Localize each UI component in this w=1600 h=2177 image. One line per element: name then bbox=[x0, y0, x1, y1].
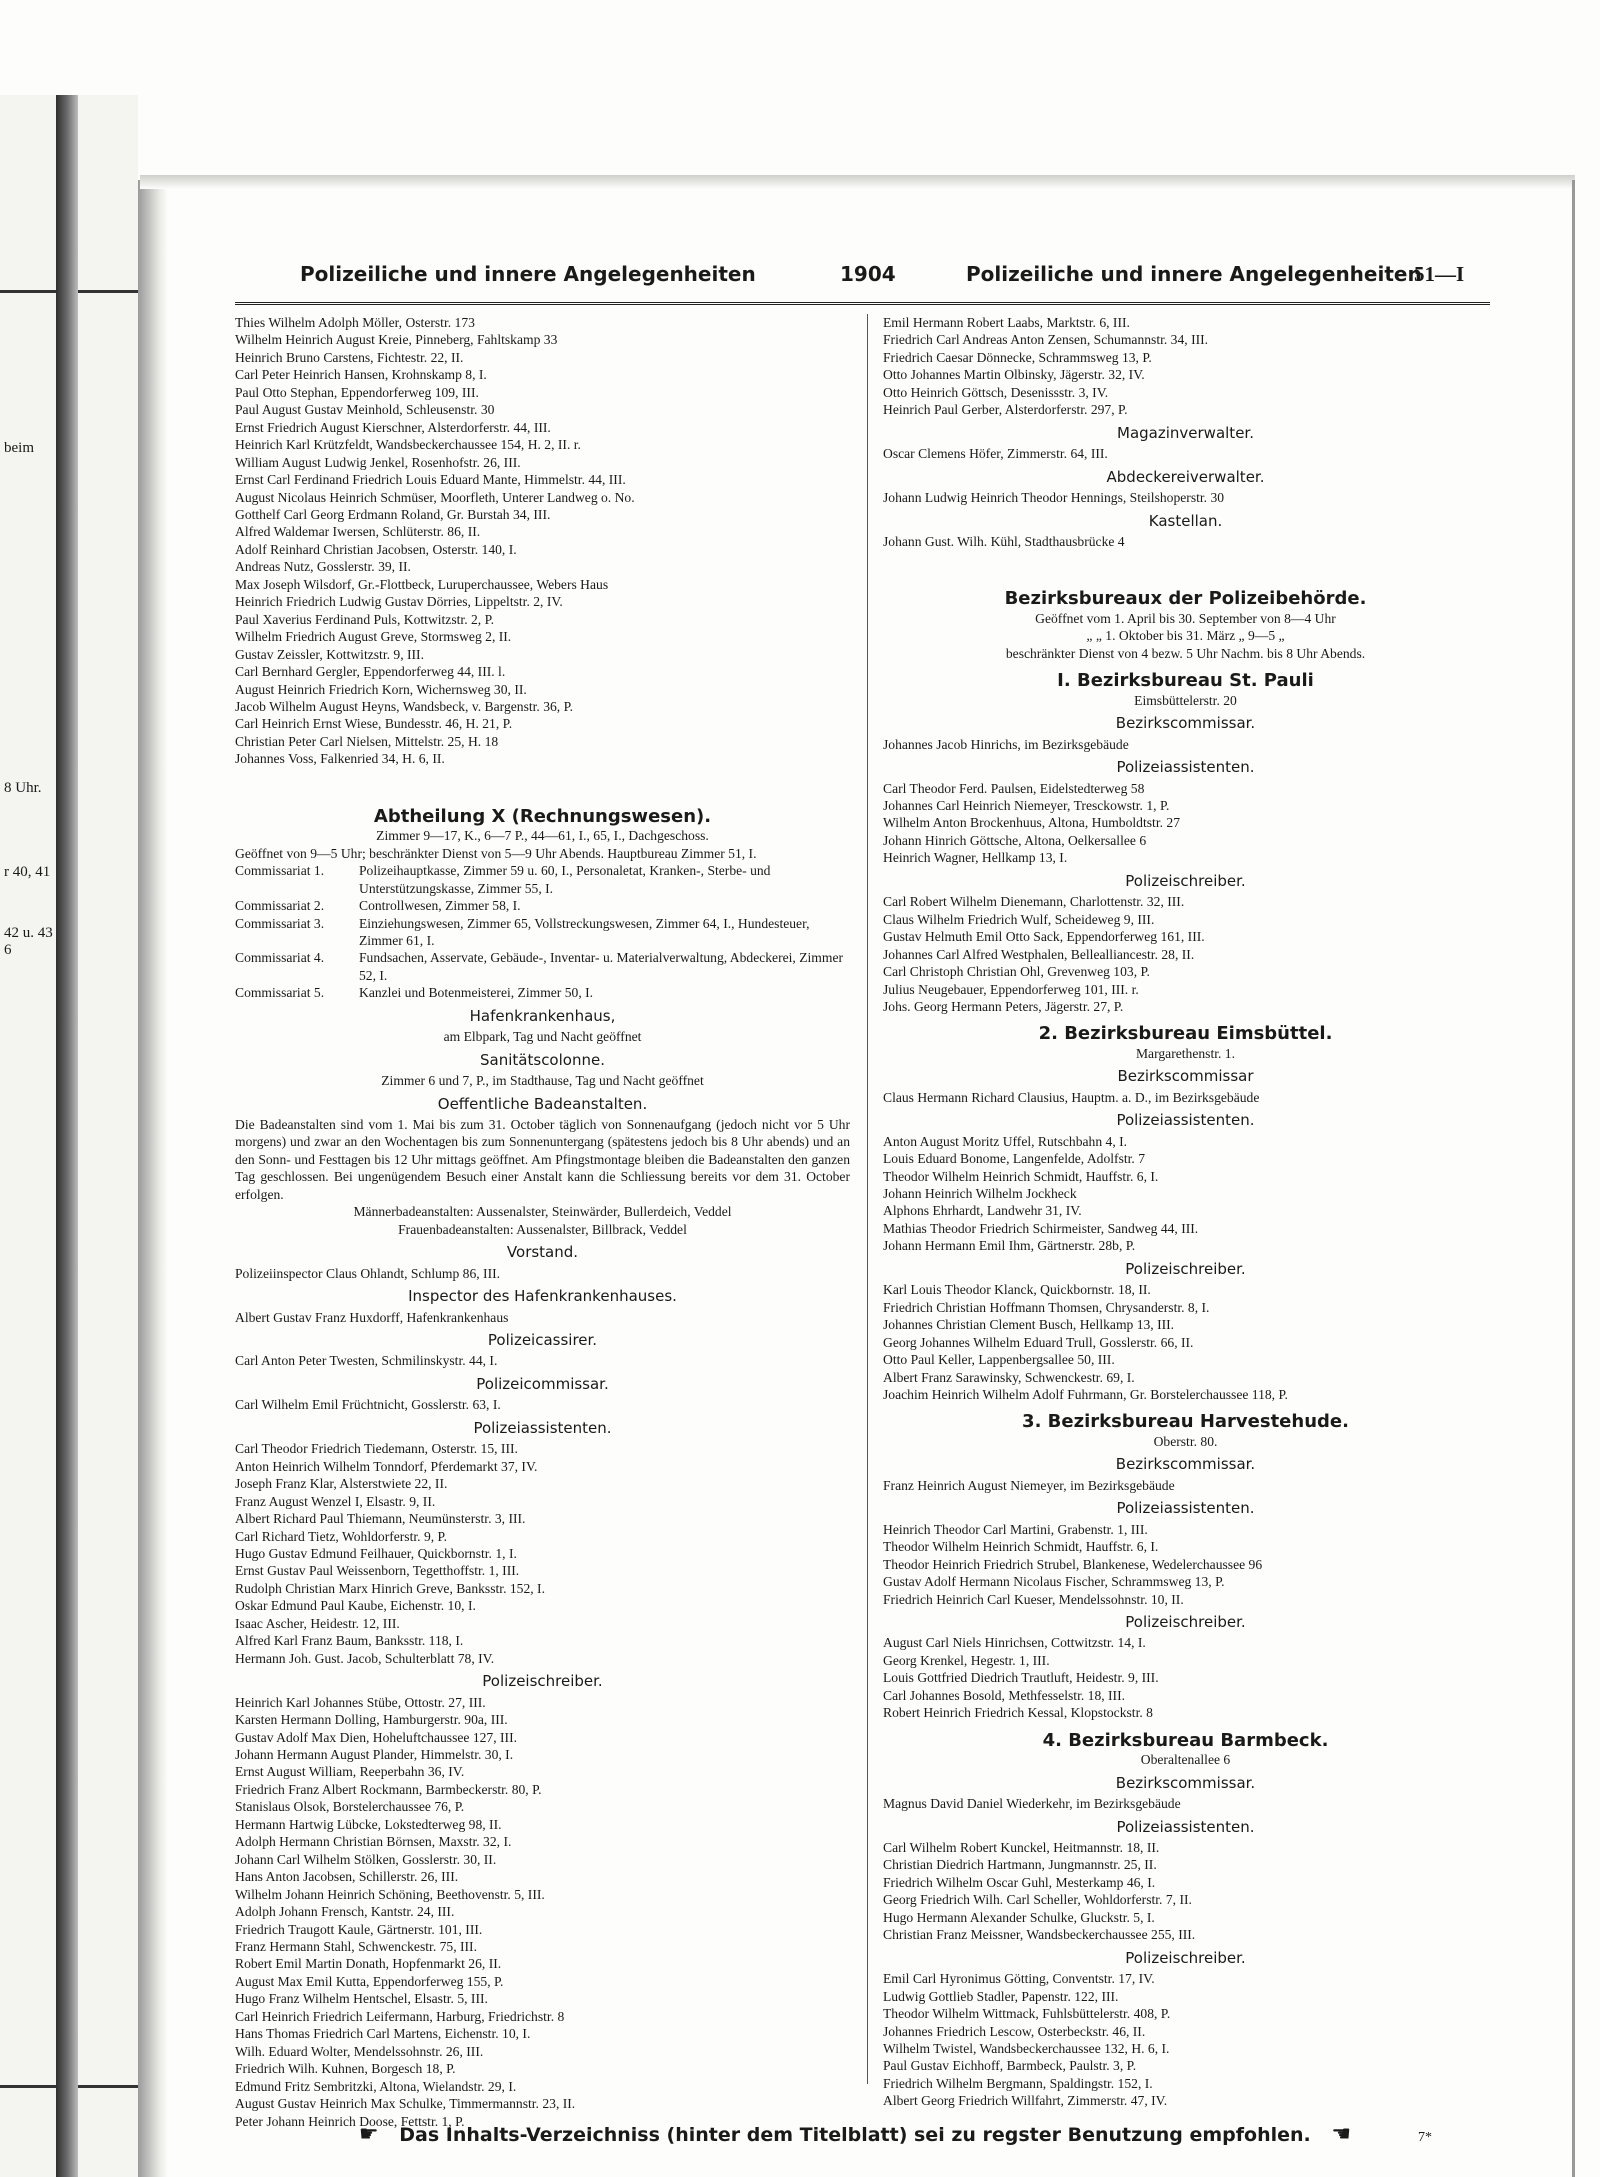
directory-entry: Johannes Voss, Falkenried 34, H. 6, II. bbox=[235, 751, 445, 767]
directory-entry: Peter Johann Heinrich Doose, Fettstr. 1, P. bbox=[235, 2113, 465, 2129]
subsection-heading: Polizeiassistenten. bbox=[473, 1418, 612, 1437]
directory-entry: Carl Theodor Friedrich Tiedemann, Osterstr. 15, III. bbox=[235, 1441, 518, 1457]
directory-entry: Paul Gustav Eichhoff, Barmbeck, Paulstr. 3, P. bbox=[883, 2058, 1137, 2074]
subsection-heading: Polizeicommissar. bbox=[476, 1374, 609, 1393]
directory-entry: Anton August Moritz Uffel, Rutschbahn 4, I. bbox=[883, 1133, 1128, 1149]
page-right-edge bbox=[1572, 180, 1575, 2177]
directory-entry: Georg Johannes Wilhelm Eduard Trull, Gosslerstr. 66, II. bbox=[883, 1334, 1194, 1350]
directory-entry: Georg Krenkel, Hegestr. 1, III. bbox=[883, 1652, 1050, 1668]
directory-entry: Carl Wilhelm Robert Kunckel, Heitmannstr. 18, II. bbox=[883, 1839, 1160, 1855]
directory-entry: Carl Richard Tietz, Wohldorferstr. 9, P. bbox=[235, 1528, 447, 1544]
directory-entry: Hans Thomas Friedrich Carl Martens, Eichenstr. 10, I. bbox=[235, 2026, 531, 2042]
directory-entry: Jacob Wilhelm August Heyns, Wandsbeck, v. Bargenstr. 36, P. bbox=[235, 698, 574, 714]
directory-entry: Magnus David Daniel Wiederkehr, im Bezirksgebäude bbox=[883, 1796, 1181, 1812]
directory-entry: Stanislaus Olsok, Borstelerchaussee 76, P. bbox=[235, 1799, 465, 1815]
subsection-heading: Polizeischreiber. bbox=[1125, 1613, 1246, 1631]
directory-entry: Claus Hermann Richard Clausius, Hauptm. a. D., im Bezirksgebäude bbox=[883, 1089, 1260, 1105]
centered-note: „ „ 1. Oktober bis 31. März „ 9—5 „ bbox=[1086, 628, 1285, 644]
directory-entry: Rudolph Christian Marx Hinrich Greve, Banksstr. 152, I. bbox=[235, 1580, 545, 1596]
directory-entry: Franz Hermann Stahl, Schwenckestr. 75, III. bbox=[235, 1938, 477, 1954]
directory-entry: Carl Wilhelm Emil Früchtnicht, Gosslerstr. 63, I. bbox=[235, 1397, 501, 1413]
subsection-heading: Polizeiassistenten. bbox=[1116, 758, 1255, 777]
directory-entry: Carl Heinrich Ernst Wiese, Bundesstr. 46, H. 21, P. bbox=[235, 716, 513, 732]
subsection-heading: Oeffentliche Badeanstalten. bbox=[437, 1094, 648, 1113]
bath-notice-paragraph: Die Badeanstalten sind vom 1. Mai bis zum 31. October täglich von Sonnenaufgang (jedoch nicht vor 5 Uhr morgens) und zwar an den Wochentagen bis zum Sonnenuntergang (spätestens jedoch bis 8 Uhr abends) und an den Sonn- und Festtagen bis 12 Uhr mittags geöffnet. Am Pfingstmontage bleiben die Badeanstalten den ganzen Tag geschlossen. Bei ungenügendem Besuch einer Anstalt kann die Schliessung bereits vor dem 31. October erfolgen. bbox=[235, 1117, 850, 1202]
directory-entry: Gustav Helmuth Emil Otto Sack, Eppendorferweg 161, III. bbox=[883, 929, 1205, 945]
subsection-heading: Polizeicassirer. bbox=[487, 1331, 598, 1350]
directory-entry: Carl Peter Heinrich Hansen, Krohnskamp 8, I. bbox=[235, 367, 487, 383]
page-number: 51—I bbox=[1414, 262, 1465, 286]
header-rule bbox=[235, 302, 1490, 305]
directory-entry: Ernst August William, Reeperbahn 36, IV. bbox=[235, 1764, 465, 1780]
directory-entry: Alphons Ehrhardt, Landwehr 31, IV. bbox=[883, 1203, 1082, 1219]
commissariat-row bbox=[235, 897, 850, 914]
directory-entry: Johann Hinrich Göttsche, Altona, Oelkersallee 6 bbox=[883, 832, 1147, 848]
section-heading: 2. Bezirksbureau Eimsbüttel. bbox=[1038, 1023, 1333, 1045]
directory-entry: Friedrich Wilhelm Bergmann, Spaldingstr. 152, I. bbox=[883, 2075, 1153, 2091]
directory-entry: Friedrich Heinrich Carl Kueser, Mendelssohnstr. 10, II. bbox=[883, 1591, 1184, 1607]
commissariat-text: Kanzlei und Botenmeisterei, Zimmer 50, I. bbox=[359, 985, 594, 1001]
directory-entry: Theodor Wilhelm Heinrich Schmidt, Hauffstr. 6, I. bbox=[883, 1539, 1159, 1555]
directory-entry: Johann Gust. Wilh. Kühl, Stadthausbrücke 4 bbox=[883, 533, 1125, 549]
directory-entry: Wilhelm Twistel, Wandsbeckerchaussee 132, H. 6, I. bbox=[883, 2040, 1170, 2056]
commissariat-text: Einziehungswesen, Zimmer 65, Vollstreckungswesen, Zimmer 64, I., Hundesteuer, Zimmer 61, I. bbox=[359, 915, 810, 948]
directory-entry: Wilhelm Johann Heinrich Schöning, Beethovenstr. 5, III. bbox=[235, 1886, 545, 1902]
commissariat-row bbox=[235, 915, 850, 950]
book-gutter-shadow bbox=[138, 180, 168, 2177]
subsection-heading: Vorstand. bbox=[506, 1243, 579, 1262]
directory-entry: Friedrich Christian Hoffmann Thomsen, Chrysanderstr. 8, I. bbox=[883, 1299, 1210, 1315]
previous-page-text: 6 bbox=[4, 942, 12, 958]
directory-entry: Christian Peter Carl Nielsen, Mittelstr. 25, H. 18 bbox=[235, 733, 499, 749]
subsection-heading: Bezirkscommissar. bbox=[1115, 714, 1256, 733]
directory-entry: Anton Heinrich Wilhelm Tonndorf, Pferdemarkt 37, IV. bbox=[235, 1458, 538, 1474]
commissariat-row bbox=[235, 862, 850, 897]
subsection-heading: Polizeischreiber. bbox=[1125, 871, 1246, 890]
page-top-shadow bbox=[140, 175, 1575, 189]
directory-entry: Heinrich Paul Gerber, Alsterdorferstr. 297, P. bbox=[883, 402, 1128, 418]
previous-page-text: 8 Uhr. bbox=[4, 780, 42, 796]
directory-entry: Alfred Karl Franz Baum, Banksstr. 118, I. bbox=[235, 1633, 464, 1649]
previous-page-text: beim bbox=[4, 440, 34, 456]
directory-entry: Friedrich Carl Andreas Anton Zensen, Schumannstr. 34, III. bbox=[883, 332, 1209, 348]
directory-entry: Heinrich Karl Johannes Stübe, Ottostr. 27, III. bbox=[235, 1694, 486, 1710]
directory-entry: Louis Gottfried Diedrich Trautluft, Heidestr. 9, III. bbox=[883, 1670, 1159, 1686]
directory-entry: Polizeiinspector Claus Ohlandt, Schlump 86, III. bbox=[235, 1265, 501, 1281]
directory-entry: Paul Otto Stephan, Eppendorferweg 109, III. bbox=[235, 384, 479, 400]
directory-entry: Julius Neugebauer, Eppendorferweg 101, III. r. bbox=[883, 981, 1139, 997]
directory-entry: Wilhelm Friedrich August Greve, Stormsweg 2, II. bbox=[235, 629, 512, 645]
centered-note: Zimmer 9—17, K., 6—7 P., 44—61, I., 65, I., Dachgeschoss. bbox=[376, 828, 709, 844]
directory-entry: August Heinrich Friedrich Korn, Wichernsweg 30, II. bbox=[235, 681, 527, 697]
header-right-title: Polizeiliche und innere Angelegenheiten bbox=[966, 262, 1422, 286]
subsection-heading: Polizeischreiber. bbox=[1125, 1259, 1246, 1278]
centered-note: Geöffnet vom 1. April bis 30. September von 8—4 Uhr bbox=[1035, 610, 1336, 626]
directory-entry: Otto Heinrich Göttsch, Desenissstr. 3, IV. bbox=[883, 384, 1109, 400]
directory-entry: August Carl Niels Hinrichsen, Cottwitzstr. 14, I. bbox=[883, 1635, 1146, 1651]
directory-entry: Franz August Wenzel I, Elsastr. 9, II. bbox=[235, 1493, 436, 1509]
directory-entry: Ernst Gustav Paul Weissenborn, Tegetthoffstr. 1, III. bbox=[235, 1563, 520, 1579]
directory-entry: Karl Louis Theodor Klanck, Quickbornstr. 18, II. bbox=[883, 1282, 1151, 1298]
directory-entry: Claus Wilhelm Friedrich Wulf, Scheideweg 9, III. bbox=[883, 911, 1155, 927]
directory-entry: Otto Johannes Martin Olbinsky, Jägerstr. 32, IV. bbox=[883, 367, 1145, 383]
footer-notice bbox=[330, 2122, 1380, 2147]
subsection-heading: Polizeiassistenten. bbox=[1116, 1499, 1255, 1518]
directory-entry: Wilh. Eduard Wolter, Mendelssohnstr. 26, III. bbox=[235, 2043, 484, 2059]
commissariat-text: Controllwesen, Zimmer 58, I. bbox=[359, 898, 521, 914]
subsection-heading: Abdeckereiverwalter. bbox=[1106, 467, 1265, 486]
directory-entry: William August Ludwig Jenkel, Rosenhofstr. 26, III. bbox=[235, 454, 521, 470]
directory-entry: Johann Heinrich Wilhelm Jockheck bbox=[883, 1186, 1077, 1202]
subsection-heading: Sanitätscolonne. bbox=[480, 1050, 605, 1069]
directory-entry: Louis Eduard Bonome, Langenfelde, Adolfstr. 7 bbox=[883, 1151, 1146, 1167]
directory-entry: Hugo Gustav Edmund Feilhauer, Quickbornstr. 1, I. bbox=[235, 1546, 517, 1561]
directory-entry: Johs. Georg Hermann Peters, Jägerstr. 27, P. bbox=[883, 998, 1124, 1014]
directory-entry: Friedrich Wilh. Kuhnen, Borgesch 18, P. bbox=[235, 2061, 456, 2077]
directory-entry: Ludwig Gottlieb Stadler, Papenstr. 122, III. bbox=[883, 1988, 1119, 2004]
directory-entry: Gotthelf Carl Georg Erdmann Roland, Gr. Burstah 34, III. bbox=[235, 506, 551, 522]
directory-entry: Paul August Gustav Meinhold, Schleusenstr. 30 bbox=[235, 402, 495, 418]
commissariat-text: Fundsachen, Asservate, Gebäude-, Inventar- u. Materialverwaltung, Abdeckerei, Zimmer 52, I. bbox=[359, 950, 844, 983]
directory-entry: Friedrich Wilhelm Oscar Guhl, Mesterkamp 46, I. bbox=[883, 1874, 1156, 1890]
subsection-heading: Polizeischreiber. bbox=[1125, 1948, 1246, 1967]
directory-entry: Andreas Nutz, Gosslerstr. 39, II. bbox=[235, 559, 411, 575]
directory-entry: Carl Theodor Ferd. Paulsen, Eidelstedterweg 58 bbox=[883, 780, 1145, 796]
directory-entry: Heinrich Friedrich Ludwig Gustav Dörries, Lippeltstr. 2, IV. bbox=[235, 594, 563, 610]
commissariat-label: Commissariat 2. bbox=[235, 898, 325, 914]
directory-entry: Otto Paul Keller, Lappenbergsallee 50, III. bbox=[883, 1352, 1115, 1368]
directory-entry: Johannes Christian Clement Busch, Hellkamp 13, III. bbox=[883, 1317, 1175, 1333]
directory-entry: August Max Emil Kutta, Eppendorferweg 155, P. bbox=[235, 1973, 504, 1989]
centered-note: Margarethenstr. 1. bbox=[1135, 1045, 1236, 1061]
subsection-heading: Kastellan. bbox=[1148, 511, 1223, 530]
directory-entry: Theodor Heinrich Friedrich Strubel, Blankenese, Wedelerchaussee 96 bbox=[883, 1556, 1263, 1572]
column-divider bbox=[867, 314, 868, 2084]
directory-entry: Joseph Franz Klar, Alsterstwiete 22, II. bbox=[235, 1476, 448, 1492]
directory-entry: Oscar Clemens Höfer, Zimmerstr. 64, III. bbox=[883, 446, 1108, 462]
centered-note: Zimmer 6 und 7, P., im Stadthause, Tag und Nacht geöffnet bbox=[381, 1073, 704, 1089]
centered-note: beschränkter Dienst von 4 bezw. 5 Uhr Nachm. bis 8 Uhr Abends. bbox=[1005, 645, 1366, 661]
directory-entry: Theodor Wilhelm Wittmack, Fuhlsbüttelerstr. 408, P. bbox=[883, 2006, 1171, 2022]
directory-entry: Albert Franz Sarawinsky, Schwenckestr. 69, I. bbox=[883, 1369, 1135, 1385]
directory-entry: Max Joseph Wilsdorf, Gr.-Flottbeck, Luruperchaussee, Webers Haus bbox=[235, 576, 609, 592]
header-left-title: Polizeiliche und innere Angelegenheiten bbox=[300, 262, 756, 286]
centered-note: Oberaltenallee 6 bbox=[1140, 1752, 1231, 1768]
section-heading: Bezirksbureaux der Polizeibehörde. bbox=[1004, 588, 1367, 610]
directory-entry: Oskar Edmund Paul Kaube, Eichenstr. 10, I. bbox=[235, 1598, 476, 1614]
opening-hours-note: Geöffnet von 9—5 Uhr; beschränkter Dienst von 5—9 Uhr Abends. Hauptbureau Zimmer 51, I. bbox=[235, 845, 757, 861]
directory-entry: August Nicolaus Heinrich Schmüser, Moorfleth, Unterer Landweg o. No. bbox=[235, 489, 635, 505]
directory-entry: Adolph Johann Frensch, Kantstr. 24, III. bbox=[235, 1904, 455, 1920]
directory-entry: Carl Heinrich Friedrich Leifermann, Harburg, Friedrichstr. 8 bbox=[235, 2008, 565, 2024]
directory-entry: Theodor Wilhelm Heinrich Schmidt, Hauffstr. 6, I. bbox=[883, 1168, 1159, 1184]
directory-entry: Johannes Carl Alfred Westphalen, Bellealliancestr. 28, II. bbox=[883, 946, 1195, 962]
subsection-heading: Polizeischreiber. bbox=[482, 1672, 603, 1691]
pointing-hand-right-icon: ☛ bbox=[358, 2122, 379, 2147]
header-year: 1904 bbox=[840, 262, 896, 286]
directory-entry: Heinrich Wagner, Hellkamp 13, I. bbox=[883, 850, 1068, 866]
directory-entry: Johannes Jacob Hinrichs, im Bezirksgebäude bbox=[883, 736, 1129, 752]
directory-entry: Adolf Reinhard Christian Jacobsen, Osterstr. 140, I. bbox=[235, 541, 517, 557]
directory-entry: Carl Christoph Christian Ohl, Grevenweg 103, P. bbox=[883, 964, 1150, 980]
directory-entry: Emil Carl Hyronimus Götting, Conventstr. 17, IV. bbox=[883, 1971, 1155, 1987]
commissariat-label: Commissariat 5. bbox=[235, 985, 325, 1001]
directory-entry: Franz Heinrich August Niemeyer, im Bezirksgebäude bbox=[883, 1477, 1175, 1493]
left-column bbox=[235, 314, 850, 2130]
directory-entry: Friedrich Traugott Kaule, Gärtnerstr. 101, III. bbox=[235, 1921, 483, 1937]
directory-entry: Heinrich Bruno Carstens, Fichtestr. 22, II. bbox=[235, 349, 464, 365]
previous-page-text: 42 u. 43 bbox=[4, 925, 53, 941]
directory-entry: Friedrich Caesar Dönnecke, Schrammsweg 13, P. bbox=[883, 349, 1152, 365]
directory-entry: Joachim Heinrich Wilhelm Adolf Fuhrmann, Gr. Borstelerchaussee 118, P. bbox=[883, 1387, 1288, 1403]
directory-entry: Johann Hermann Emil Ihm, Gärtnerstr. 28b, P. bbox=[883, 1238, 1136, 1254]
subsection-heading: Bezirkscommissar bbox=[1117, 1067, 1254, 1086]
centered-note: am Elbpark, Tag und Nacht geöffnet bbox=[443, 1029, 642, 1045]
directory-entry: Mathias Theodor Friedrich Schirmeister, Sandweg 44, III. bbox=[883, 1220, 1199, 1236]
subsection-heading: Polizeiassistenten. bbox=[1116, 1817, 1255, 1836]
directory-entry: Ernst Friedrich August Kierschner, Alsterdorferstr. 44, III. bbox=[235, 419, 551, 435]
directory-entry: Albert Georg Friedrich Willfahrt, Zimmerstr. 47, IV. bbox=[883, 2093, 1168, 2109]
directory-entry: Christian Diedrich Hartmann, Jungmannstr. 25, II. bbox=[883, 1857, 1157, 1873]
directory-entry: Emil Hermann Robert Laabs, Marktstr. 6, III. bbox=[883, 315, 1130, 330]
commissariat-row bbox=[235, 984, 850, 1001]
directory-entry: Johann Hermann August Plander, Himmelstr. 30, I. bbox=[235, 1746, 514, 1762]
directory-entry: Karsten Hermann Dolling, Hamburgerstr. 90a, III. bbox=[235, 1712, 508, 1728]
printer-signature: 7* bbox=[1418, 2130, 1432, 2145]
section-heading: I. Bezirksbureau St. Pauli bbox=[1057, 670, 1314, 692]
running-header bbox=[300, 262, 1485, 296]
commissariat-label: Commissariat 3. bbox=[235, 915, 325, 931]
directory-entry: Wilhelm Heinrich August Kreie, Pinneberg, Fahltskamp 33 bbox=[235, 332, 558, 348]
directory-entry: Albert Richard Paul Thiemann, Neumünsterstr. 3, III. bbox=[235, 1511, 526, 1527]
subsection-heading: Bezirkscommissar. bbox=[1115, 1773, 1256, 1792]
subsection-heading: Polizeiassistenten. bbox=[1116, 1111, 1255, 1130]
subsection-heading: Bezirkscommissar. bbox=[1115, 1455, 1256, 1474]
centered-note: Oberstr. 80. bbox=[1153, 1433, 1218, 1449]
directory-entry: Friedrich Franz Albert Rockmann, Barmbeckerstr. 80, P. bbox=[235, 1781, 542, 1797]
directory-entry: Carl Johannes Bosold, Methfesselstr. 18, III. bbox=[883, 1687, 1126, 1703]
directory-entry: Carl Anton Peter Twesten, Schmilinskystr. 44, I. bbox=[235, 1353, 498, 1369]
directory-entry: Alfred Waldemar Iwersen, Schlüterstr. 86, II. bbox=[235, 524, 481, 540]
directory-entry: Johannes Friedrich Lescow, Osterbeckstr. 46, II. bbox=[883, 2023, 1146, 2039]
subsection-heading: Hafenkrankenhaus, bbox=[469, 1006, 616, 1025]
centered-note: Männerbadeanstalten: Aussenalster, Steinwärder, Bullerdeich, Veddel bbox=[353, 1204, 732, 1220]
centered-note: Eimsbüttelerstr. 20 bbox=[1134, 692, 1237, 708]
directory-entry: Robert Emil Martin Donath, Hopfenmarkt 26, II. bbox=[235, 1956, 502, 1972]
pointing-hand-left-icon: ☚ bbox=[1331, 2122, 1352, 2147]
book-edge bbox=[56, 95, 78, 2177]
centered-note: Frauenbadeanstalten: Aussenalster, Billbrack, Veddel bbox=[398, 1221, 687, 1237]
directory-entry: Johann Carl Wilhelm Stölken, Gosslerstr. 30, II. bbox=[235, 1851, 497, 1867]
directory-entry: Christian Franz Meissner, Wandsbeckerchaussee 255, III. bbox=[883, 1927, 1196, 1943]
section-heading: 3. Bezirksbureau Harvestehude. bbox=[1022, 1411, 1349, 1433]
directory-entry: Hugo Franz Wilhelm Hentschel, Elsastr. 5, III. bbox=[235, 1991, 488, 2007]
directory-entry: Carl Bernhard Gergler, Eppendorferweg 44, III. l. bbox=[235, 664, 506, 680]
directory-entry: Robert Heinrich Friedrich Kessal, Klopstockstr. 8 bbox=[883, 1705, 1153, 1721]
commissariat-row bbox=[235, 949, 850, 984]
directory-entry: Thies Wilhelm Adolph Möller, Osterstr. 173 bbox=[235, 315, 475, 330]
subsection-heading: Inspector des Hafenkrankenhauses. bbox=[408, 1287, 677, 1306]
directory-entry: Ernst Carl Ferdinand Friedrich Louis Eduard Mante, Himmelstr. 44, III. bbox=[235, 472, 626, 488]
directory-entry: Heinrich Karl Krützfeldt, Wandsbeckerchaussee 154, H. 2, II. r. bbox=[235, 437, 581, 453]
commissariat-text: Polizeihauptkasse, Zimmer 59 u. 60, I., Personaletat, Kranken-, Sterbe- und Unterstützungskasse, Zimmer 55, I. bbox=[359, 863, 771, 896]
directory-entry: Hermann Joh. Gust. Jacob, Schulterblatt 78, IV. bbox=[235, 1650, 495, 1666]
commissariat-label: Commissariat 4. bbox=[235, 950, 325, 966]
directory-entry: Georg Friedrich Wilh. Carl Scheller, Wohldorferstr. 7, II. bbox=[883, 1892, 1192, 1908]
commissariat-label: Commissariat 1. bbox=[235, 863, 325, 879]
directory-entry: Isaac Ascher, Heidestr. 12, III. bbox=[235, 1615, 400, 1631]
directory-entry: Johannes Carl Heinrich Niemeyer, Tresckowstr. 1, P. bbox=[883, 797, 1170, 813]
directory-entry: Hans Anton Jacobsen, Schillerstr. 26, III. bbox=[235, 1869, 459, 1885]
directory-entry: Gustav Zeissler, Kottwitzstr. 9, III. bbox=[235, 646, 424, 662]
right-column bbox=[883, 314, 1488, 2110]
directory-entry: Carl Robert Wilhelm Dienemann, Charlottenstr. 32, III. bbox=[883, 894, 1185, 910]
section-heading: Abtheilung X (Rechnungswesen). bbox=[373, 805, 712, 827]
directory-entry: Edmund Fritz Sembritzki, Altona, Wielandstr. 29, I. bbox=[235, 2078, 517, 2094]
directory-entry: Gustav Adolf Hermann Nicolaus Fischer, Schrammsweg 13, P. bbox=[883, 1574, 1225, 1590]
directory-entry: Hermann Hartwig Lübcke, Lokstedterweg 98, II. bbox=[235, 1816, 502, 1832]
directory-entry: Johann Ludwig Heinrich Theodor Hennings, Steilshoperstr. 30 bbox=[883, 490, 1225, 506]
directory-entry: Paul Xaverius Ferdinand Puls, Kottwitzstr. 2, P. bbox=[235, 611, 495, 627]
directory-entry: Albert Gustav Franz Huxdorff, Hafenkrankenhaus bbox=[235, 1309, 509, 1325]
directory-entry: Heinrich Theodor Carl Martini, Grabenstr. 1, III. bbox=[883, 1521, 1148, 1537]
subsection-heading: Magazinverwalter. bbox=[1117, 423, 1254, 442]
directory-entry: Adolph Hermann Christian Börnsen, Maxstr. 32, I. bbox=[235, 1834, 512, 1850]
directory-entry: August Gustav Heinrich Max Schulke, Timmermannstr. 23, II. bbox=[235, 2096, 576, 2112]
previous-page-text: r 40, 41 bbox=[4, 864, 51, 880]
section-heading: 4. Bezirksbureau Barmbeck. bbox=[1042, 1729, 1329, 1751]
directory-entry: Wilhelm Anton Brockenhuus, Altona, Humboldtstr. 27 bbox=[883, 815, 1180, 831]
directory-entry: Gustav Adolf Max Dien, Hoheluftchaussee 127, III. bbox=[235, 1729, 518, 1745]
footer-text: Das Inhalts-Verzeichniss (hinter dem Titelblatt) sei zu regster Benutzung empfohlen. bbox=[399, 2124, 1311, 2146]
directory-entry: Hugo Hermann Alexander Schulke, Gluckstr. 5, I. bbox=[883, 1909, 1155, 1925]
